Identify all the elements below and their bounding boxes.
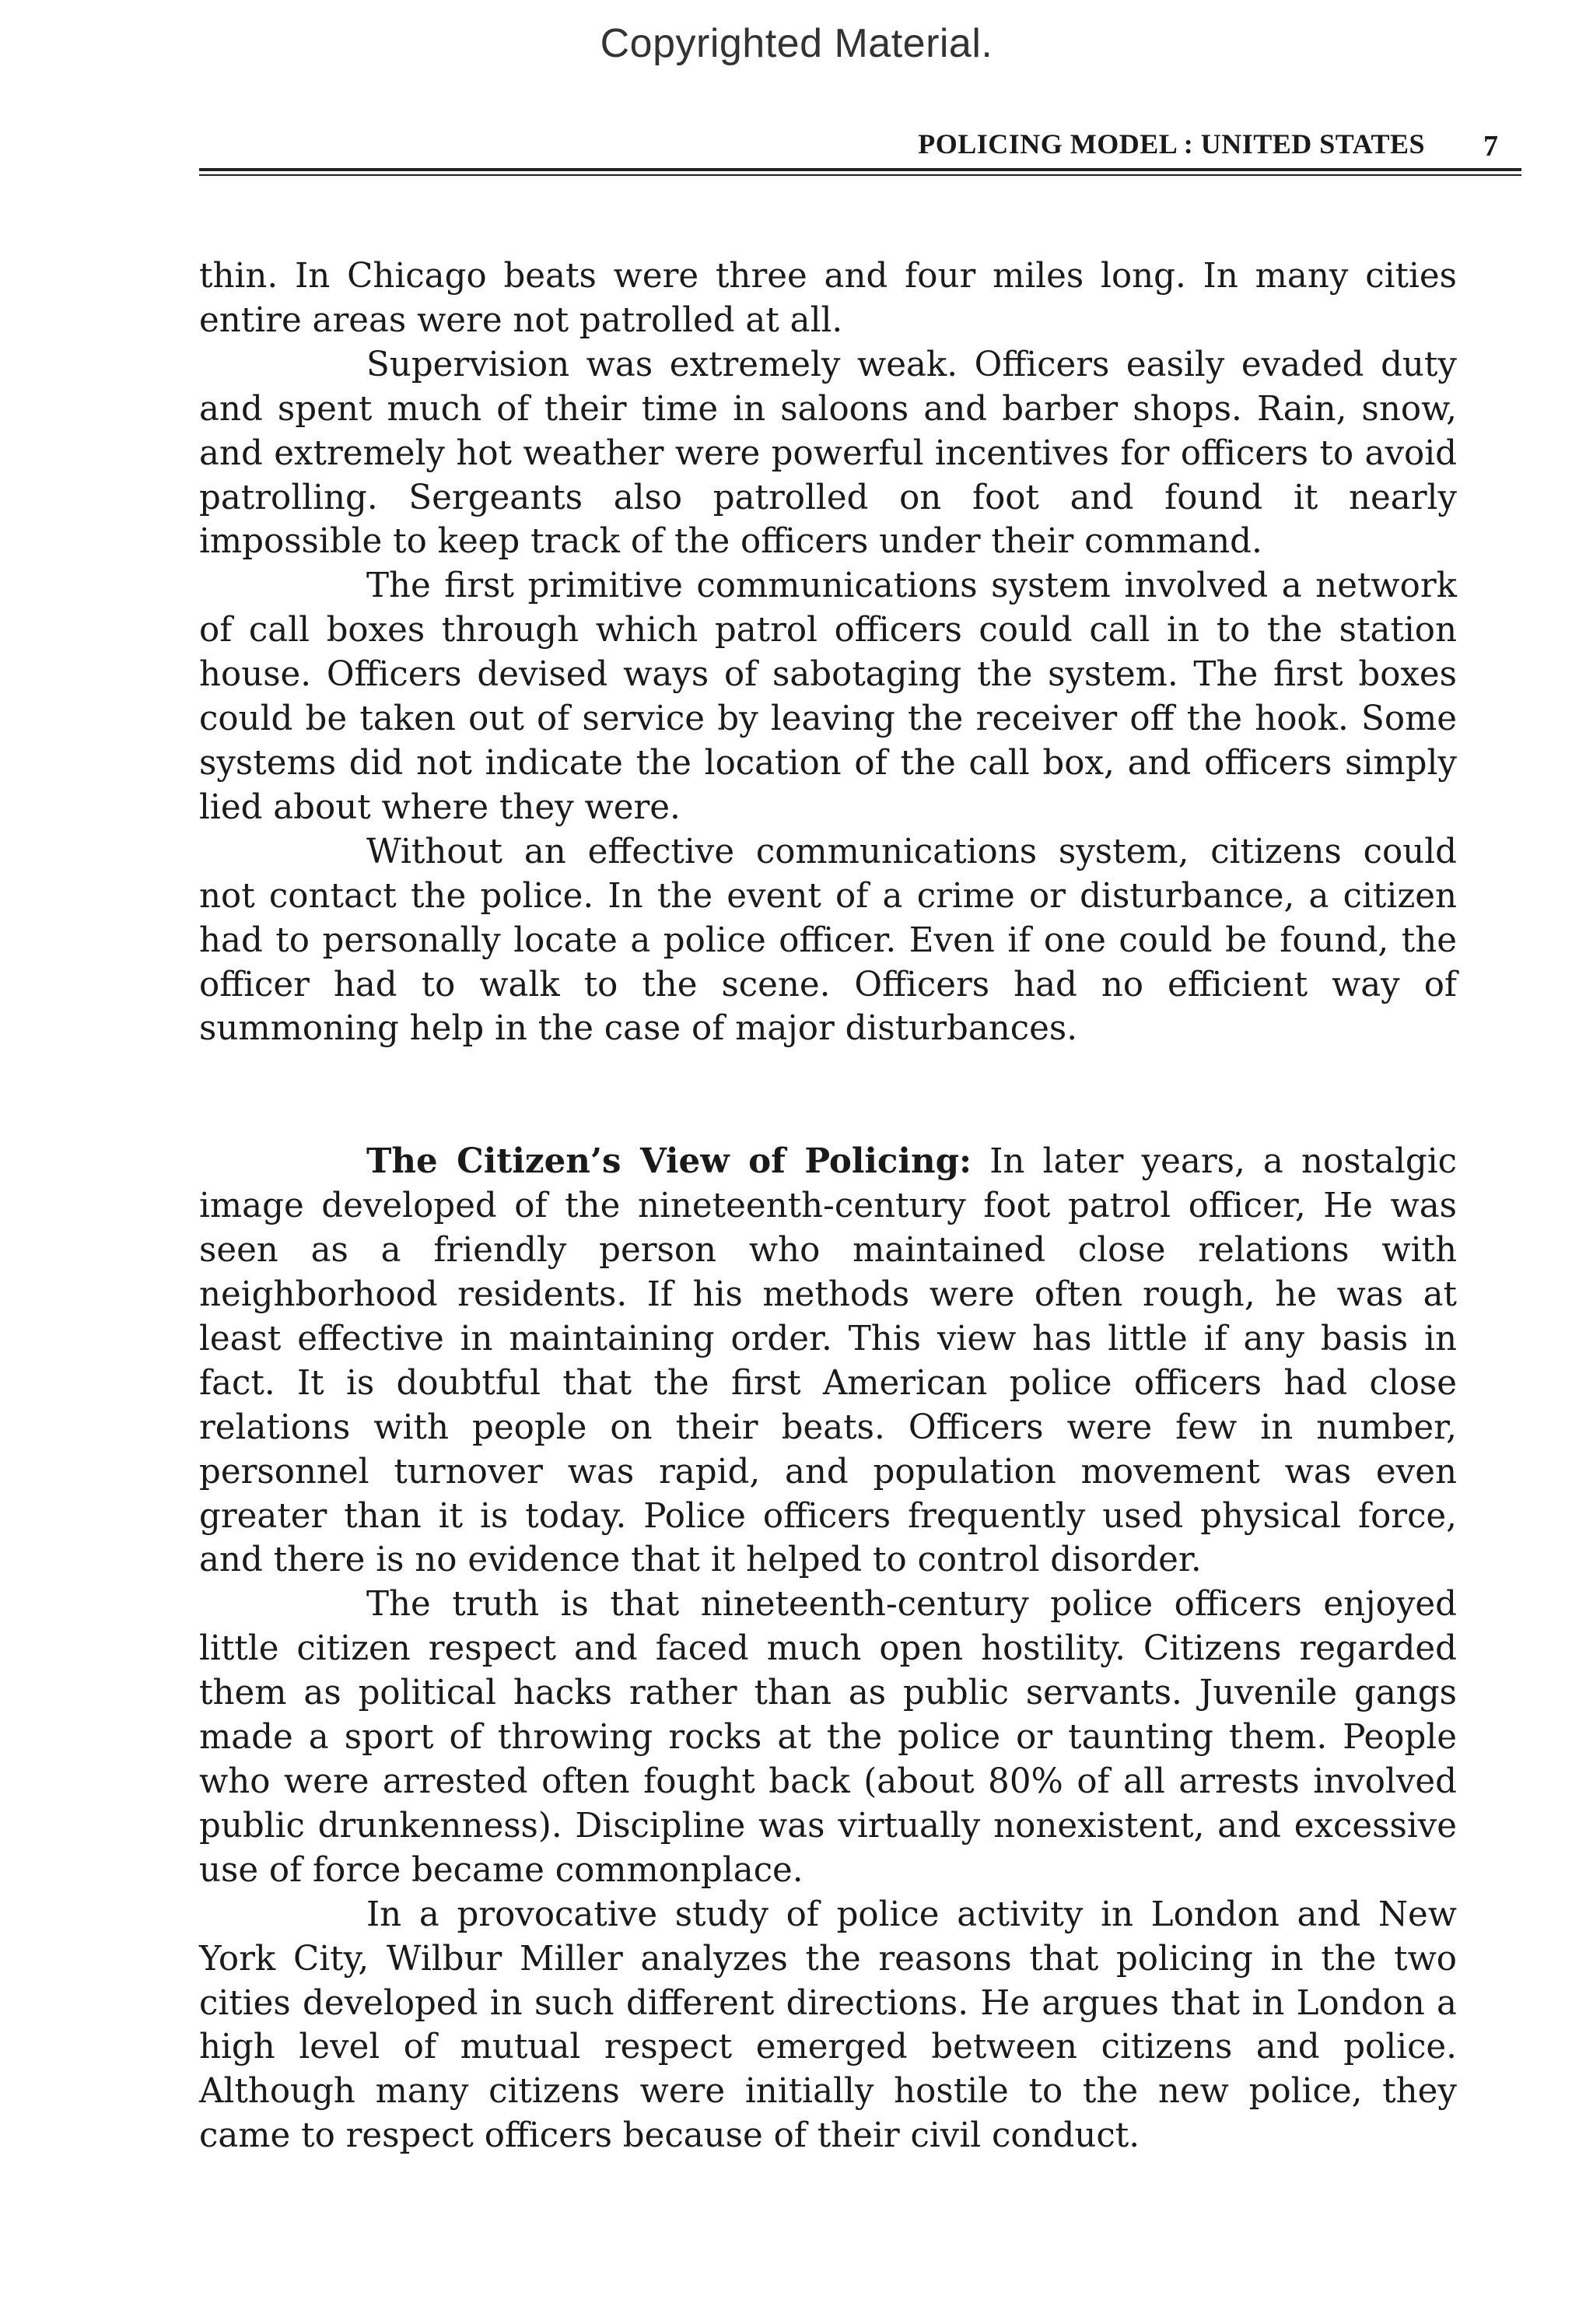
paragraph-6: The truth is that nineteenth-century police officers enjoyed little citizen respect and faced much open hostility. Citizens regarded them as political hacks rather than as public servants. Juvenile gangs made a sport of throwing rocks at the police or taunting them. People who were arrested often fought back (about 80% of all arrests involved public drunkenness). Discipline was virtually nonexistent, and excessive use of force became commonplace. <box>199 1585 1457 1890</box>
copyright-watermark: Copyrighted Material. <box>600 21 993 66</box>
paragraph-7: In a provocative study of police activity in London and New York City, Wilbur Miller analyzes the reasons that policing in the two cities developed in such different directions. He argues that in London a high level of mutual respect emerged between citizens and police. Although many citizens were initially hostile to the new police, they came to respect officers because of their civil conduct. <box>199 1895 1457 2156</box>
body-text <box>199 254 1457 2158</box>
paragraph-4: Without an effective communications system, citizens could not contact the police. In the event of a crime or disturbance, a citizen had to personally locate a police officer. Even if one could be found, the officer had to walk to the scene. Officers had no efficient way of summoning help in the case of major disturbances. <box>199 832 1457 1049</box>
paragraph-1: thin. In Chicago beats were three and four miles long. In many cities entire areas were not patrolled at all. <box>199 257 1457 340</box>
running-title: POLICING MODEL : UNITED STATES <box>918 128 1425 159</box>
header-rule-thick <box>199 168 1521 171</box>
paragraph-5 <box>199 1140 1457 1583</box>
running-header <box>199 128 1521 167</box>
paragraph-3: The first primitive communications system involved a network of call boxes through which patrol officers could call in to the station house. Officers devised ways of sabotaging the system. The first boxes could be taken out of service by leaving the receiver off the hook. Some systems did not indicate the location of the call box, and officers simply lied about where they were. <box>199 566 1457 827</box>
paragraph-2: Supervision was extremely weak. Officers easily evaded duty and spent much of their time in saloons and barber shops. Rain, snow, and extremely hot weather were powerful incentives for officers to avoid patrolling. Sergeants also patrolled on foot and found it nearly impossible to keep track of the officers under their command. <box>199 345 1457 562</box>
paragraph-5-text: In later years, a nostalgic image developed of the nineteenth-century foot patrol officer, He was seen as a friendly person who maintained close relations with neighborhood residents. If his methods were often rough, he was at least effective in maintaining order. This view has little if any basis in fact. It is doubtful that the first American police officers had close relations with people on their beats. Officers were few in number, personnel turnover was rapid, and population movement was even greater than it is today. Police officers frequently used physical force, and there is no evidence that it helped to control disorder. <box>199 1142 1457 1580</box>
section-heading: The Citizen’s View of Policing: <box>366 1141 972 1182</box>
header-rule-thin <box>199 174 1521 176</box>
page-number: 7 <box>1483 130 1498 163</box>
